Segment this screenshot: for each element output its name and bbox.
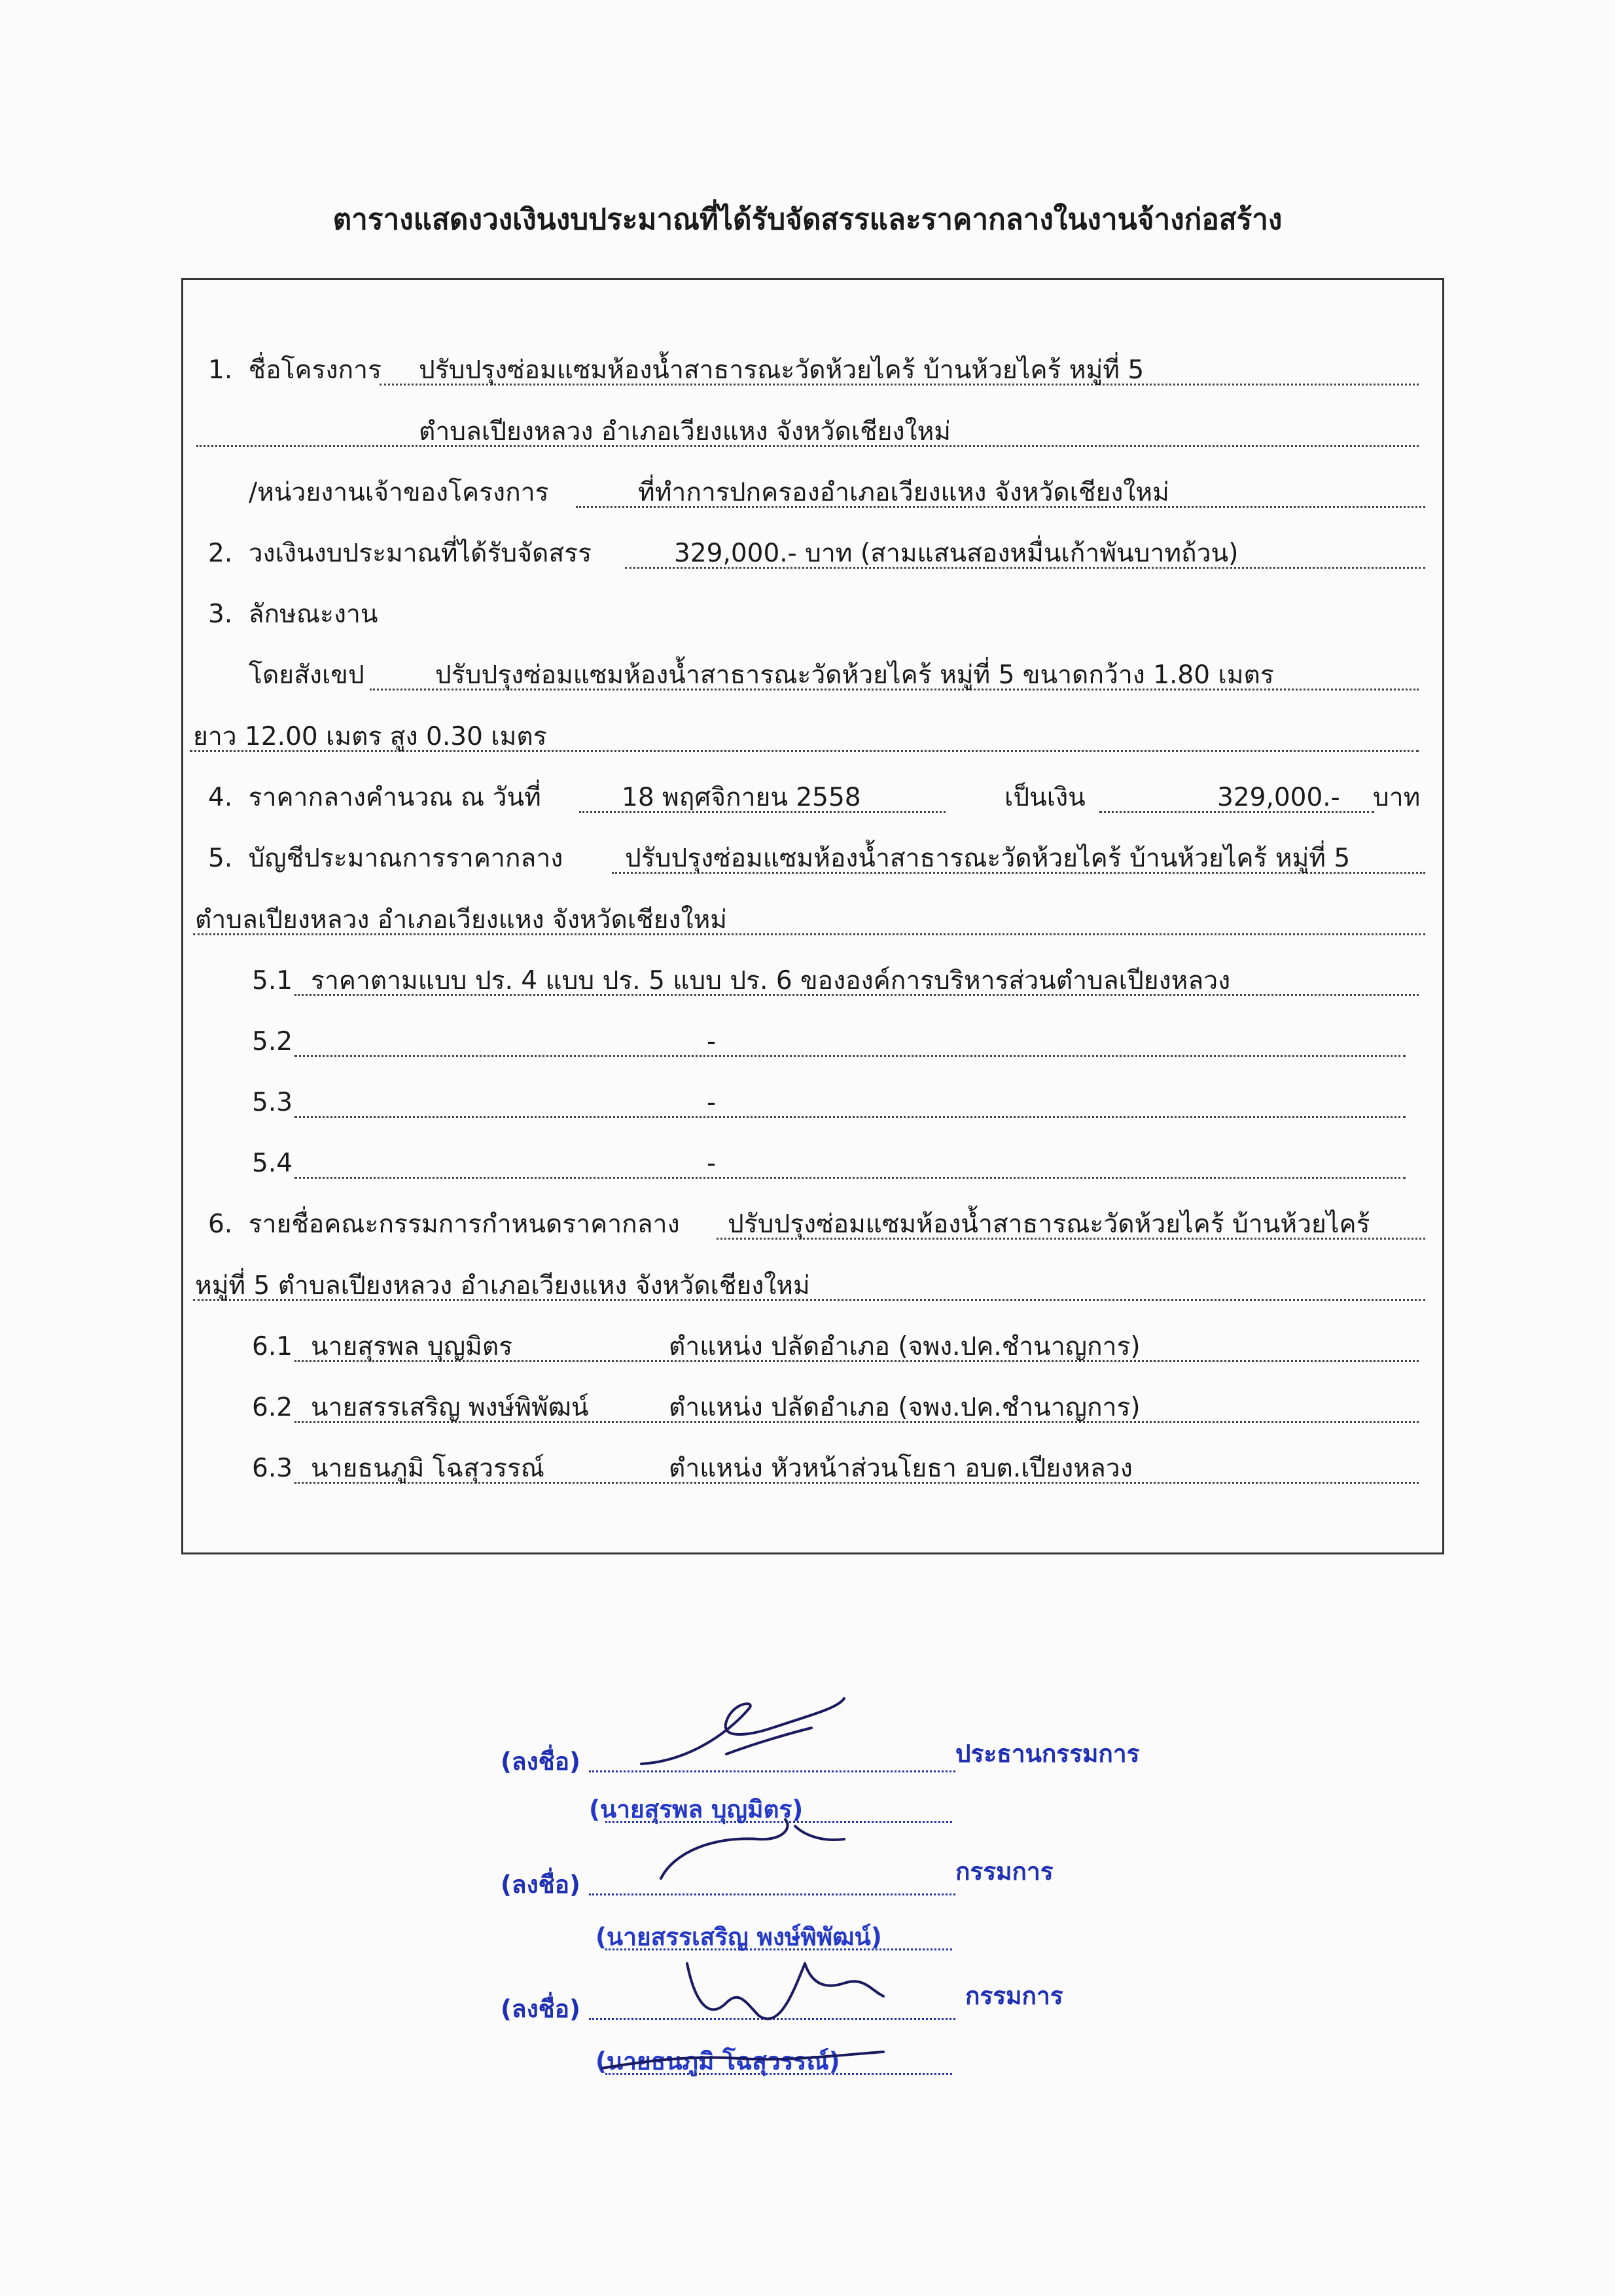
- sign-role: กรรมการ: [955, 1857, 1054, 1886]
- name-line: [605, 1821, 952, 1823]
- item3-row: [208, 598, 378, 632]
- item4-row: [208, 781, 541, 815]
- sign-name: (นายสรรเสริญ พงษ์พิพัฒน์): [595, 1923, 882, 1951]
- member-name: นายธนภูมิ โฉสุวรรณ์: [311, 1454, 544, 1483]
- sign-role: ประธานกรรมการ: [955, 1740, 1140, 1768]
- item-number: 3.: [208, 600, 233, 629]
- item2-row: [208, 537, 592, 571]
- item4-label: ราคากลางคำนวณ ณ วันที่: [248, 783, 541, 812]
- summary-line2: ยาว 12.00 เมตร สูง 0.30 เมตร: [193, 722, 547, 751]
- sign-prefix: (ลงชื่อ): [501, 1995, 580, 2023]
- name-line: [605, 1948, 952, 1950]
- member-name: นายสรรเสริญ พงษ์พิพัฒน์: [311, 1393, 589, 1422]
- signature-line: [589, 1770, 955, 1772]
- item5-row: [208, 842, 563, 876]
- committee-line2: หมู่ที่ 5 ตำบลเปียงหลวง อำเภอเวียงแหง จังหวัดเชียงใหม่: [195, 1271, 810, 1300]
- item-number: 1.: [208, 355, 233, 385]
- project-name-line2: ตำบลเปียงหลวง อำเภอเวียงแหง จังหวัดเชียงใหม่: [419, 417, 951, 446]
- item5-label: บัญชีประมาณการราคากลาง: [248, 844, 563, 873]
- sub-item-5-4: -: [707, 1149, 717, 1178]
- item1-label: ชื่อโครงการ: [248, 355, 382, 385]
- estimate-line2: ตำบลเปียงหลวง อำเภอเวียงแหง จังหวัดเชียงใหม่: [195, 905, 727, 935]
- sign-name: (นายธนภูมิ โฉสุวรรณ์): [595, 2047, 840, 2075]
- sign-name: (นายสุรพล บุญมิตร): [589, 1795, 804, 1823]
- item-number: 5.: [208, 844, 233, 873]
- sub-item-number: 5.2: [252, 1027, 293, 1056]
- price-amount: 329,000.-: [1217, 783, 1340, 812]
- dotted-line: [294, 1055, 1406, 1057]
- item-number: 6.: [208, 1210, 233, 1239]
- sign-prefix: (ลงชื่อ): [501, 1748, 580, 1776]
- dotted-line: [294, 1177, 1406, 1179]
- member-number: 6.2: [252, 1393, 293, 1422]
- budget-value: 329,000.- บาท (สามแสนสองหมื่นเก้าพันบาทถ้วน): [674, 539, 1239, 568]
- name-line: [605, 2073, 952, 2075]
- item3-label: ลักษณะงาน: [248, 600, 378, 629]
- item6-row: [208, 1208, 680, 1242]
- amount-label: เป็นเงิน: [1004, 783, 1086, 812]
- member-position: ตำแหน่ง ปลัดอำเภอ (จพง.ปค.ชำนาญการ): [669, 1332, 1141, 1361]
- sub-item-number: 5.4: [252, 1149, 293, 1178]
- signature-1-stroke: [641, 1698, 844, 1764]
- summary-label: โดยสังเขป: [249, 660, 364, 690]
- member-position: ตำแหน่ง หัวหน้าส่วนโยธา อบต.เปียงหลวง: [669, 1454, 1133, 1483]
- signature-line: [589, 1893, 955, 1895]
- sub-item-5-3: -: [707, 1088, 717, 1117]
- member-name: นายสุรพล บุญมิตร: [311, 1332, 513, 1361]
- owner-label: /หน่วยงานเจ้าของโครงการ: [249, 478, 549, 507]
- project-name-line1: ปรับปรุงซ่อมแซมห้องน้ำสาธารณะวัดห้วยไคร้ บ้านห้วยไคร้ หมู่ที่ 5: [419, 355, 1145, 385]
- sign-prefix: (ลงชื่อ): [501, 1871, 580, 1899]
- item2-label: วงเงินงบประมาณที่ได้รับจัดสรร: [248, 539, 592, 568]
- price-date: 18 พฤศจิกายน 2558: [622, 783, 861, 812]
- sub-item-5-2: -: [707, 1027, 717, 1056]
- committee-line1: ปรับปรุงซ่อมแซมห้องน้ำสาธารณะวัดห้วยไคร้ บ้านห้วยไคร้: [728, 1210, 1370, 1239]
- summary-line1: ปรับปรุงซ่อมแซมห้องน้ำสาธารณะวัดห้วยไคร้ หมู่ที่ 5 ขนาดกว้าง 1.80 เมตร: [435, 660, 1274, 690]
- signature-3-stroke: [687, 1964, 883, 2019]
- sign-role: กรรมการ: [965, 1982, 1063, 2010]
- item-number: 2.: [208, 539, 233, 568]
- sub-item-number: 5.1: [252, 966, 293, 996]
- member-number: 6.3: [252, 1454, 293, 1483]
- member-number: 6.1: [252, 1332, 293, 1361]
- item-number: 4.: [208, 783, 233, 812]
- document-title: ตารางแสดงวงเงินงบประมาณที่ได้รับจัดสรรและราคากลางในงานจ้างก่อสร้าง: [332, 203, 1283, 236]
- dotted-line: [294, 1116, 1406, 1118]
- amount-unit: บาท: [1373, 783, 1421, 812]
- item6-label: รายชื่อคณะกรรมการกำหนดราคากลาง: [248, 1210, 680, 1239]
- estimate-line1: ปรับปรุงซ่อมแซมห้องน้ำสาธารณะวัดห้วยไคร้ บ้านห้วยไคร้ หมู่ที่ 5: [625, 844, 1351, 873]
- owner-value: ที่ทำการปกครองอำเภอเวียงแหง จังหวัดเชียงใหม่: [638, 478, 1169, 507]
- member-position: ตำแหน่ง ปลัดอำเภอ (จพง.ปค.ชำนาญการ): [669, 1393, 1141, 1422]
- sub-item-5-1: ราคาตามแบบ ปร. 4 แบบ ปร. 5 แบบ ปร. 6 ขององค์การบริหารส่วนตำบลเปียงหลวง: [311, 966, 1231, 996]
- item1-row1: [208, 353, 382, 387]
- signature-line: [589, 2018, 955, 2020]
- sub-item-number: 5.3: [252, 1088, 293, 1117]
